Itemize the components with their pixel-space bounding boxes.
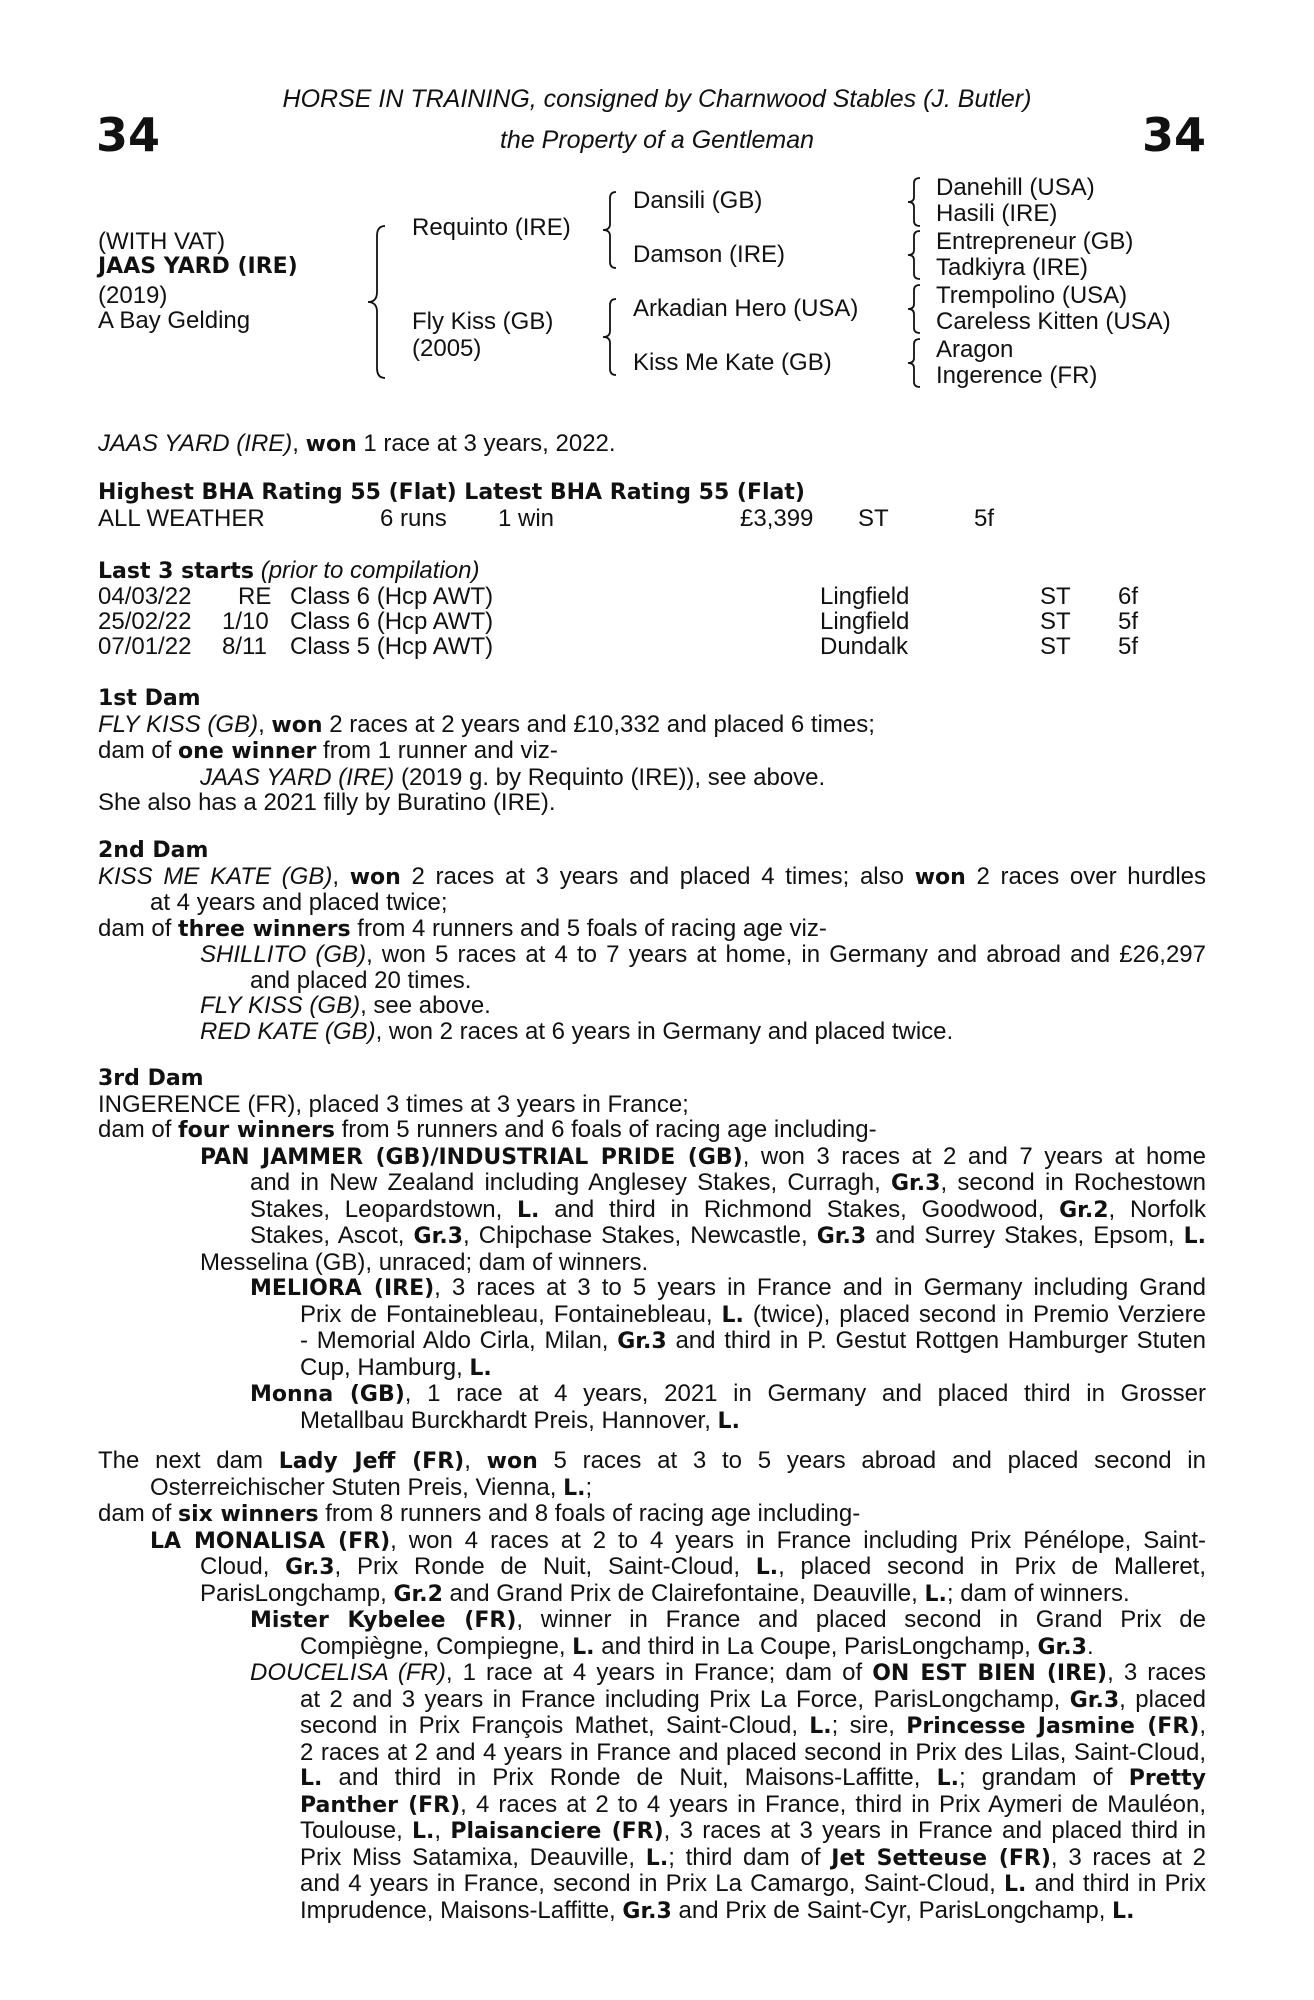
ancestor-tadkiyra: Tadkiyra (IRE): [936, 254, 1089, 281]
start-row-2: [0, 608, 1314, 634]
start-course: Lingfield: [820, 608, 910, 635]
start-row-3: [0, 633, 1314, 659]
start-race: Class 5 (Hcp AWT): [290, 633, 494, 660]
sire-sire: Dansili (GB): [633, 187, 763, 214]
start-race: Class 6 (Hcp AWT): [290, 583, 494, 610]
pedigree-brace-3b: [905, 229, 923, 281]
property-line: the Property of a Gentleman: [499, 126, 815, 154]
vat-label: (WITH VAT): [98, 228, 226, 255]
start-date: 07/01/22: [98, 633, 192, 660]
section-heading: 1st Dam: [98, 686, 201, 711]
pedigree-brace-1: [365, 224, 389, 380]
pedigree-brace-2b: [600, 297, 620, 377]
start-row-1: [0, 583, 1314, 609]
pedigree-brace-2a: [600, 190, 620, 270]
rating-going: ST: [858, 505, 889, 532]
next-dam-section: The next dam Lady Jeff (FR), won 5 races at 3 to 5 years abroad and placed second in Osterreichischer Stuten Preis, Vienna, L.; dam of six winners from 8 runners and 8 foals of racing age including- LA MONALISA (FR), won 4 races at 2 to 4 years in France including Prix Pénélope, Saint- Cloud, Gr.3, Prix Ronde de Nuit, Saint-Cloud, L., placed second in Prix de Malleret, ParisLongchamp, Gr.2 and Grand Prix de Clairefontaine, Deauville, L.; dam of winners. Mister Kybelee (FR), winner in France and placed second in Grand Prix de Compiègne, Compiegne, L. and third in La Coupe, ParisLongchamp, Gr.3. DOUCELISA (FR), 1 race at 4 years in France; dam of ON EST BIEN (IRE), 3 races at 2 and 3 years in France including Prix La Force, ParisLongchamp, Gr.3, placed second in Prix François Mathet, Saint-Cloud, L.; sire, Princesse Jasmine (FR), 2 races at 2 and 4 years in France and placed second in Prix des Lilas, Saint-Cloud, L. and third in Prix Ronde de Nuit, Maisons-Laffitte, L.; grandam of Pretty Panther (FR), 4 races at 2 to 4 years in France, third in Prix Aymeri de Mauléon, Toulouse, L., Plaisanciere (FR), 3 races at 3 years in France and placed third in Prix Miss Satamixa, Deauville, L.; third dam of Jet Setteuse (FR), 3 races at 2 and 4 years in France, second in Prix La Camargo, Saint-Cloud, L. and third in Prix Imprudence, Maisons-Laffitte, Gr.3 and Prix de Saint-Cyr, ParisLongchamp, L.: [98, 1447, 1207, 1924]
ancestor-trempolino: Trempolino (USA): [936, 282, 1128, 309]
ancestor-danehill: Danehill (USA): [936, 174, 1095, 201]
summary-won: won: [305, 432, 357, 457]
summary-rest: 1 race at 3 years, 2022.: [356, 430, 616, 457]
start-distance: 6f: [1118, 583, 1139, 610]
start-distance: 5f: [1118, 608, 1139, 635]
horse-year: (2019): [98, 282, 168, 309]
start-going: ST: [1040, 633, 1071, 660]
section-heading: 2nd Dam: [98, 838, 209, 863]
ancestor-careless-kitten: Careless Kitten (USA): [936, 308, 1171, 335]
horse-description: A Bay Gelding: [98, 307, 251, 334]
horse-name: JAAS YARD (IRE): [98, 254, 298, 279]
ancestor-hasili: Hasili (IRE): [936, 200, 1058, 227]
start-going: ST: [1040, 583, 1071, 610]
ancestor-aragon: Aragon: [936, 336, 1014, 363]
lot-number-left: 34: [96, 108, 161, 162]
ancestor-entrepreneur: Entrepreneur (GB): [936, 228, 1134, 255]
third-dam-section: 3rd Dam INGERENCE (FR), placed 3 times at 3 years in France; dam of four winners from 5 runners and 6 foals of racing age including- PAN JAMMER (GB)/INDUSTRIAL PRIDE (GB), won 3 races at 2 and 7 years at home and in New Zealand including Anglesey Stakes, Curragh, Gr.3, second in Rochestown Stakes, Leopardstown, L. and third in Richmond Stakes, Goodwood, Gr.2, Norfolk Stakes, Ascot, Gr.3, Chipchase Stakes, Newcastle, Gr.3 and Surrey Stakes, Epsom, L. Messelina (GB), unraced; dam of winners. MELIORA (IRE), 3 races at 3 to 5 years in France and in Germany including Grand Prix de Fontainebleau, Fontainebleau, L. (twice), placed second in Premio Verziere - Memorial Aldo Cirla, Milan, Gr.3 and third in P. Gestut Rottgen Hamburger Stuten Cup, Hamburg, L. Monna (GB), 1 race at 4 years, 2021 in Germany and placed third in Grosser Metallbau Burckhardt Preis, Hannover, L.: [98, 1066, 1207, 1434]
bha-rating-heading: Highest BHA Rating 55 (Flat) Latest BHA Rating 55 (Flat): [98, 480, 805, 505]
pedigree-brace-3c: [905, 283, 923, 335]
ancestor-ingerence: Ingerence (FR): [936, 362, 1098, 389]
section-heading: 3rd Dam: [98, 1066, 204, 1091]
sire: Requinto (IRE): [412, 214, 571, 241]
start-distance: 5f: [1118, 633, 1139, 660]
last-starts-heading: Last 3 starts (prior to compilation): [98, 557, 480, 584]
first-dam-section: 1st Dam FLY KISS (GB), won 2 races at 2 years and £10,332 and placed 6 times; dam of one winner from 1 runner and viz- JAAS YARD (IRE) (2019 g. by Requinto (IRE)), see above. She also has a 2021 filly by Buratino (IRE).: [98, 686, 1206, 816]
start-course: Lingfield: [820, 583, 910, 610]
consignment-line: HORSE IN TRAINING, consigned by Charnwood Stables (J. Butler): [282, 85, 1032, 113]
dam-year: (2005): [412, 335, 482, 362]
start-race: Class 6 (Hcp AWT): [290, 608, 494, 635]
rating-surface: ALL WEATHER: [98, 505, 265, 532]
rating-runs: 6 runs: [380, 505, 447, 532]
start-date: 25/02/22: [98, 608, 192, 635]
rating-prize: £3,399: [740, 505, 814, 532]
lot-number-right: 34: [1142, 108, 1207, 162]
start-date: 04/03/22: [98, 583, 192, 610]
start-position: 1/10: [222, 608, 269, 635]
start-going: ST: [1040, 608, 1071, 635]
pedigree-brace-3d: [905, 337, 923, 389]
summary-horse-name: JAAS YARD (IRE): [98, 430, 293, 457]
start-position: 8/11: [222, 633, 267, 660]
pedigree-brace-3a: [905, 176, 923, 228]
dam-sire: Arkadian Hero (USA): [633, 295, 859, 322]
race-summary: JAAS YARD (IRE), won 1 race at 3 years, 2022.: [98, 430, 616, 457]
second-dam-section: 2nd Dam KISS ME KATE (GB), won 2 races at 3 years and placed 4 times; also won 2 races over hurdles at 4 years and placed twice; dam of three winners from 4 runners and 5 foals of racing age viz- SHILLITO (GB), won 5 races at 4 to 7 years at home, in Germany and abroad and £26,297 and placed 20 times. FLY KISS (GB), see above. RED KATE (GB), won 2 races at 6 years in Germany and placed twice.: [98, 838, 1207, 1045]
dam-dam: Kiss Me Kate (GB): [633, 349, 832, 376]
start-position: RE: [238, 583, 272, 610]
rating-wins: 1 win: [498, 505, 555, 532]
dam: Fly Kiss (GB): [412, 308, 554, 335]
sire-dam: Damson (IRE): [633, 241, 786, 268]
rating-distance: 5f: [974, 505, 995, 532]
start-course: Dundalk: [820, 633, 909, 660]
